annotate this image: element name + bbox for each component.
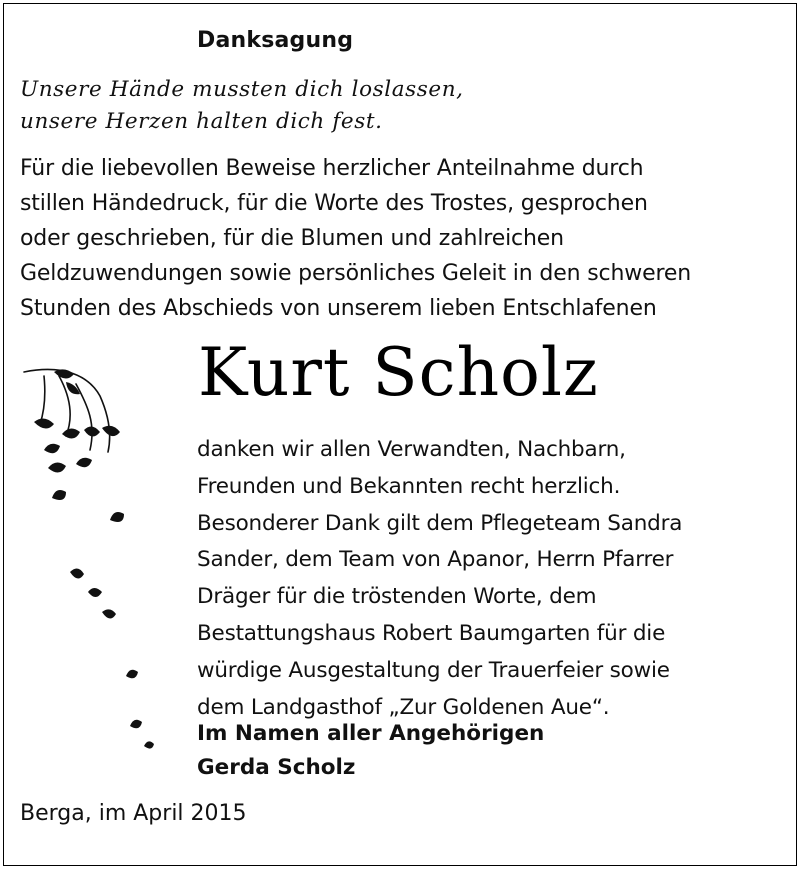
deceased-name: Kurt Scholz [198,334,599,411]
motto-line: Unsere Hände mussten dich loslassen, [20,77,464,102]
motto-line: unsere Herzen halten dich fest. [20,109,383,134]
falling-leaves-icon [4,4,204,784]
thanks-line: würdige Ausgestaltung der Trauerfeier sowie [197,657,670,683]
thanks-line: Dräger für die tröstenden Worte, dem [197,584,597,610]
signature-name: Gerda Scholz [197,755,356,780]
thanks-line: danken wir allen Verwandten, Nachbarn, [197,437,626,462]
intro-line: Für die liebevollen Beweise herzlicher Anteilnahme durch [20,156,644,181]
thanks-line: Freunden und Bekannten recht herzlich. [197,473,621,499]
signature-block [197,717,544,785]
obituary-notice [3,3,797,866]
signature-line: Im Namen aller Angehörigen [197,721,545,746]
thanks-line: Sander, dem Team von Apanor, Herrn Pfarrer [197,547,674,573]
intro-line: Stunden des Abschieds von unserem lieben Entschlafenen [20,296,657,321]
thanks-line: Bestattungshaus Robert Baumgarten für die [197,620,666,646]
intro-line: oder geschrieben, für die Blumen und zahlreichen [20,226,564,251]
notice-heading: Danksagung [197,28,354,53]
intro-line: Geldzuwendungen sowie persönliches Geleit in den schweren [20,261,692,286]
place-and-date: Berga, im April 2015 [20,801,247,826]
thanks-line: Besonderer Dank gilt dem Pflegeteam Sandra [197,510,683,536]
thanks-line: dem Landgasthof „Zur Goldenen Aue“. [197,694,610,720]
thanks-paragraph [197,432,682,726]
intro-line: stillen Händedruck, für die Worte des Trostes, gesprochen [20,191,648,216]
